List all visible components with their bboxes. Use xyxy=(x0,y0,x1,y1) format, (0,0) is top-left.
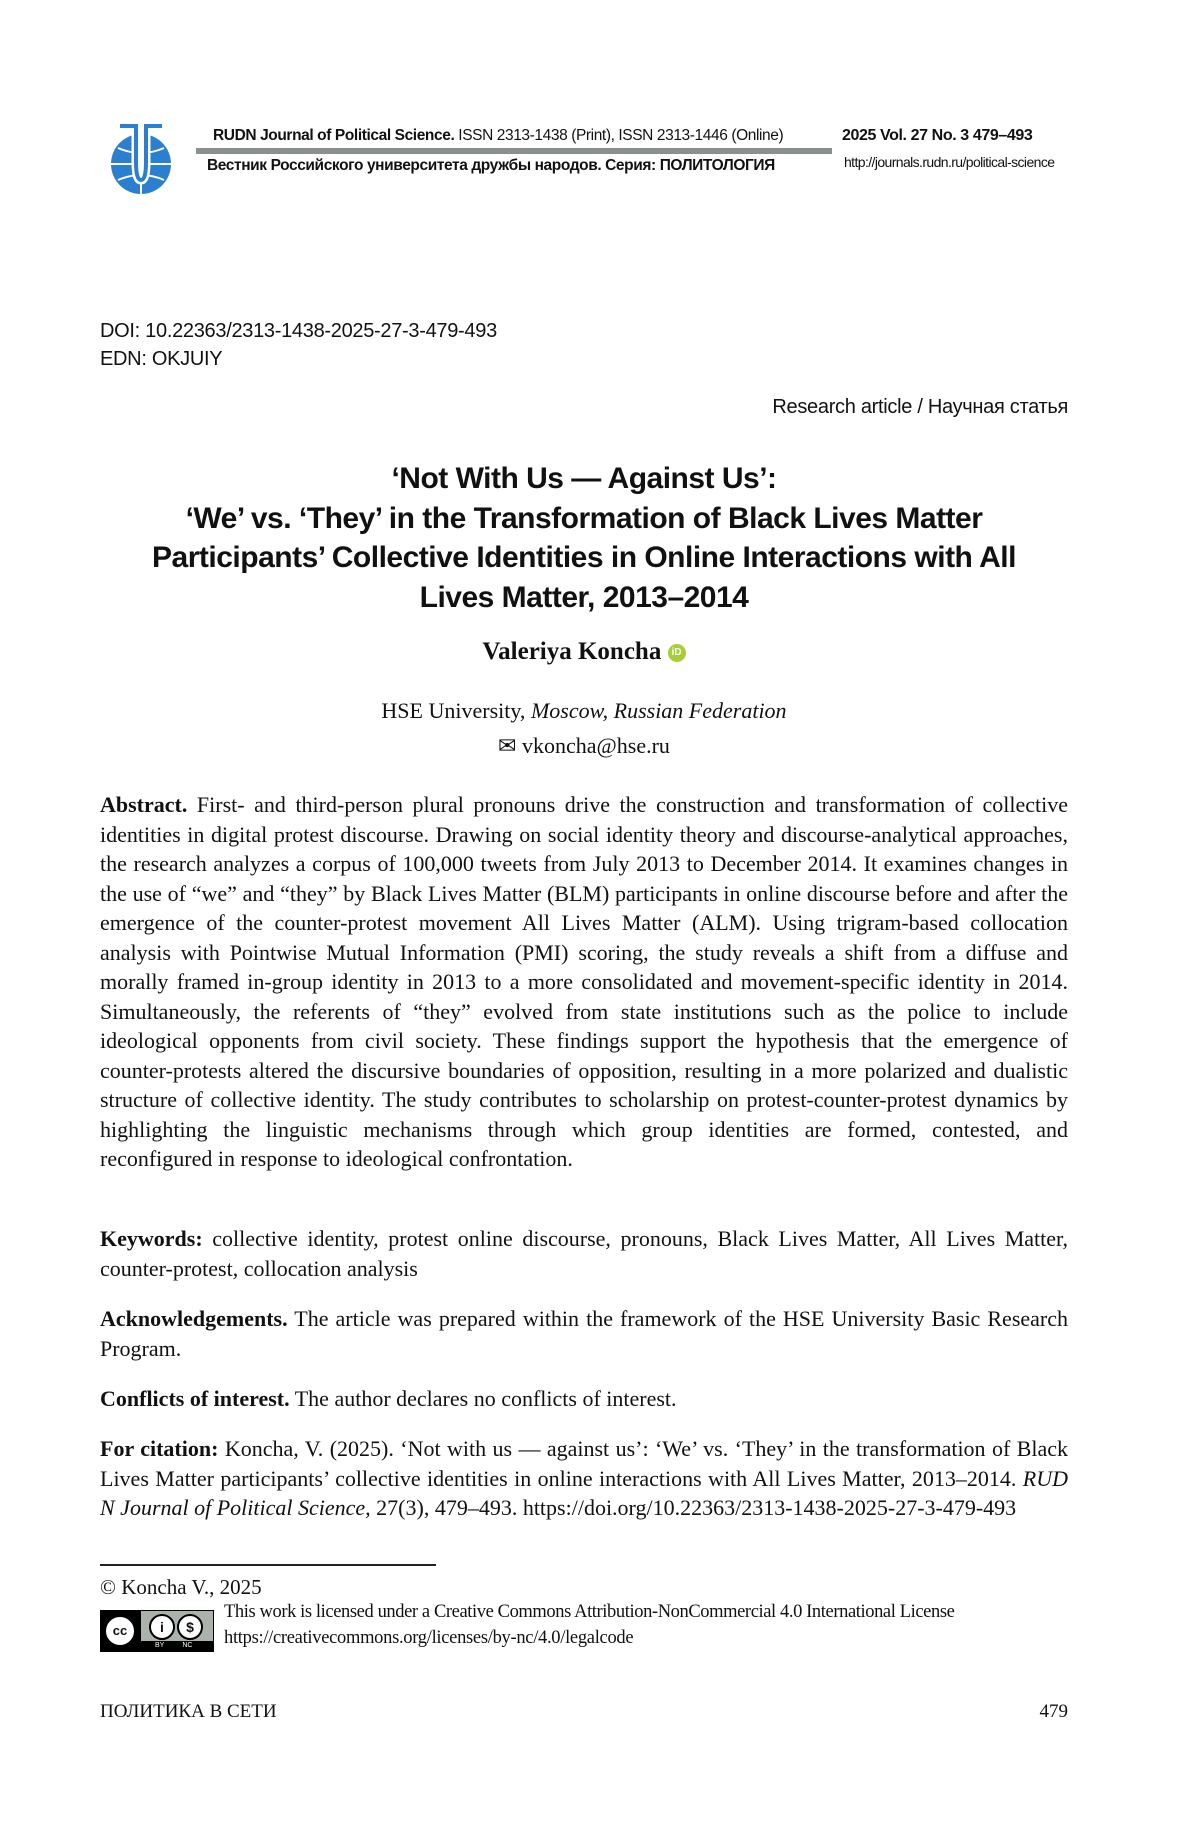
article-page xyxy=(0,0,1200,1834)
copyright: © Koncha V., 2025 xyxy=(100,1575,262,1600)
affiliation: HSE University, Moscow, Russian Federation xyxy=(100,698,1068,724)
envelope-icon: ✉ xyxy=(498,733,516,758)
header-rule xyxy=(196,148,832,154)
license-url[interactable]: https://creativecommons.org/licenses/by-nc/4.0/legalcode xyxy=(224,1628,633,1649)
author-name: Valeriya Koncha xyxy=(482,638,661,665)
keywords: Keywords: collective identity, protest online discourse, pronouns, Black Lives Matter, All Lives Matter, counter-protest, collocation analysis xyxy=(100,1224,1068,1283)
orcid-icon[interactable]: iD xyxy=(668,644,686,662)
title-line: Lives Matter, 2013–2014 xyxy=(100,578,1068,618)
author xyxy=(100,638,1068,666)
journal-url[interactable]: http://journals.rudn.ru/political-science xyxy=(844,154,1054,170)
title-line: ‘We’ vs. ‘They’ in the Transformation of Black Lives Matter xyxy=(100,499,1068,539)
edn: EDN: OKJUIY xyxy=(100,348,222,371)
abstract: Abstract. First- and third-person plural pronouns drive the construction and transformation of collective identities in digital protest discourse. Drawing on social identity theory and discourse-analytical approaches, the research analyzes a corpus of 100,000 tweets from July 2013 to December 2014. It examines changes in the use of “we” and “they” by Black Lives Matter (BLM) participants in online discourse before and after the emergence of the counter-protest movement All Lives Matter (ALM). Using trigram-based collocation analysis with Pointwise Mutual Information (PMI) scoring, the study reveals a shift from a diffuse and morally framed in-group identity in 2013 to a more consolidated and movement-specific identity in 2014. Simultaneously, the referents of “they” evolved from state institutions such as the police to include ideological opponents from civil society. These findings support the hypothesis that the emergence of counter-protests altered the discursive boundaries of opposition, resulting in a more polarized and dualistic structure of collective identity. The study contributes to scholarship on protest-counter-protest dynamics by highlighting the linguistic mechanisms through which group identities are formed, contested, and reconfigured in response to ideological confrontation. xyxy=(100,790,1068,1174)
title-line: Participants’ Collective Identities in Online Interactions with All xyxy=(100,538,1068,578)
cc-by-nc-badge-icon[interactable]: cc i $ BY NC xyxy=(100,1610,214,1652)
journal-title-ru: Вестник Российского университета дружбы народов. Серия: ПОЛИТОЛОГИЯ xyxy=(207,157,775,175)
conflicts-of-interest: Conflicts of interest. The author declares no conflicts of interest. xyxy=(100,1384,1068,1414)
page-number: 479 xyxy=(1040,1701,1069,1723)
article-type: Research article / Научная статья xyxy=(772,396,1068,419)
title-line: ‘Not With Us — Against Us’: xyxy=(100,459,1068,499)
email[interactable]: ✉ vkoncha@hse.ru xyxy=(100,733,1068,759)
acknowledgements: Acknowledgements. The article was prepared within the framework of the HSE University Basic Research Program. xyxy=(100,1304,1068,1363)
article-title xyxy=(100,459,1068,617)
license-text: This work is licensed under a Creative Commons Attribution-NonCommercial 4.0 International License xyxy=(224,1602,954,1623)
rudn-logo-icon xyxy=(100,122,182,198)
citation: For citation: Koncha, V. (2025). ‘Not with us — against us’: ‘We’ vs. ‘They’ in the transformation of Black Lives Matter participants’ collective identities in online interactions with All Lives Matter, 2013–2014. RUDN Journal of Political Science, 27(3), 479–493. https://doi.org/10.22363/2313-1438-2025-27-3-479-493 xyxy=(100,1434,1068,1523)
journal-title-en: RUDN Journal of Political Science. ISSN 2313-1438 (Print), ISSN 2313-1446 (Online) xyxy=(213,127,783,145)
footnote-rule xyxy=(100,1564,436,1566)
issue-info: 2025 Vol. 27 No. 3 479–493 xyxy=(842,127,1032,145)
doi[interactable]: DOI: 10.22363/2313-1438-2025-27-3-479-493 xyxy=(100,320,497,343)
footer-section: ПОЛИТИКА В СЕТИ xyxy=(100,1701,277,1723)
